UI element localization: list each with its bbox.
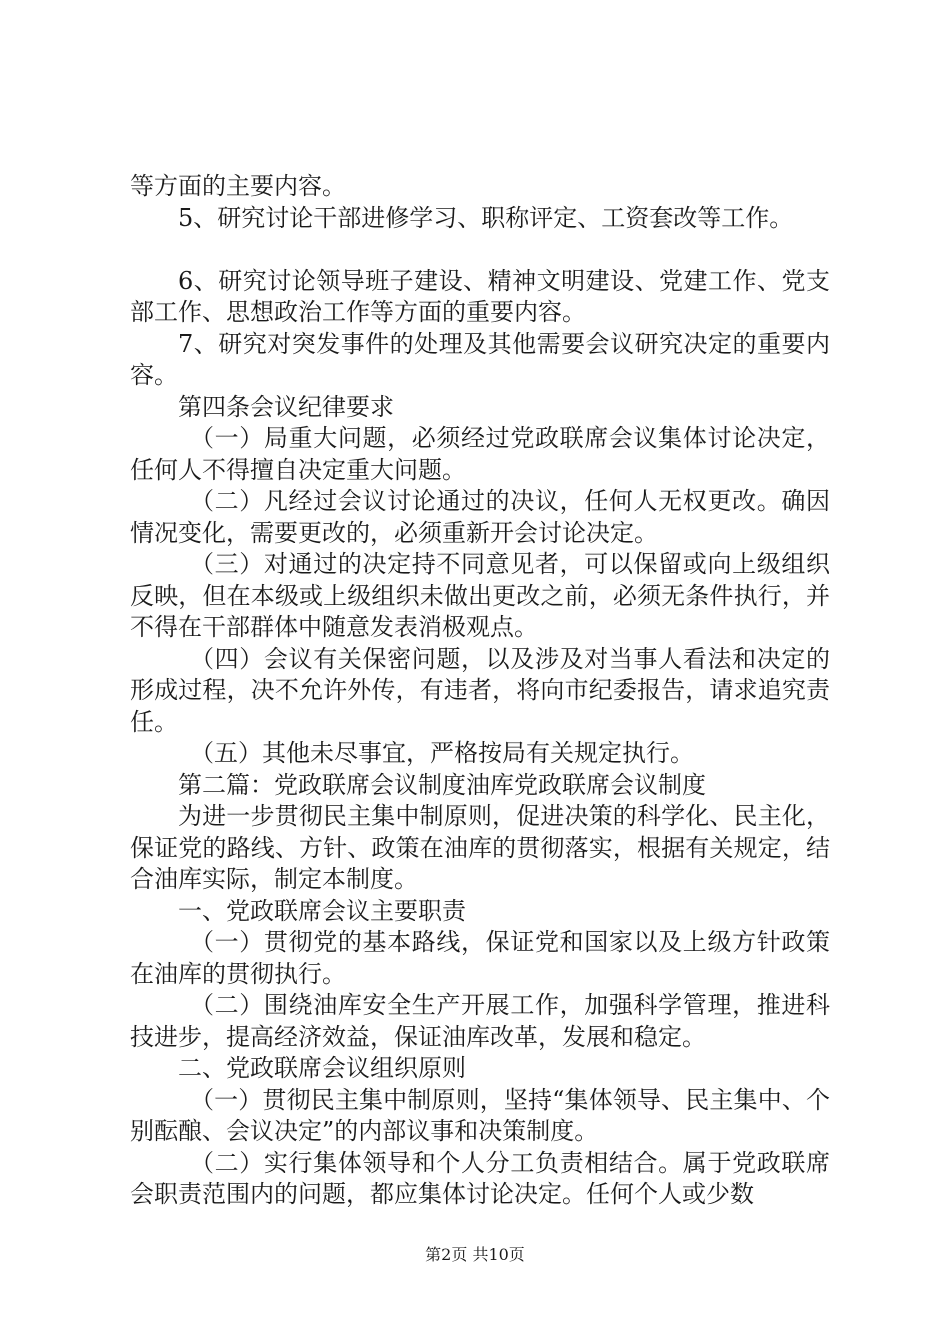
section-heading-principles: 二、党政联席会议组织原则 xyxy=(178,1054,466,1082)
document-body xyxy=(130,171,830,1211)
paragraph-3: 6、研究讨论领导班子建设、精神文明建设、党建工作、党支部工作、思想政治工作等方面的重要内容。 xyxy=(130,266,830,326)
page-footer xyxy=(0,1242,950,1265)
page-number: 第2页 共10页 xyxy=(425,1245,525,1264)
paragraph-4: 7、研究对突发事件的处理及其他需要会议研究决定的重要内容。 xyxy=(130,329,830,389)
paragraph-9: （五）其他未尽事宜，严格按局有关规定执行。 xyxy=(190,739,694,767)
paragraph-6: （二）凡经过会议讨论通过的决议，任何人无权更改。确因情况变化，需要更改的，必须重新开会讨论决定。 xyxy=(130,487,830,547)
paragraph-7: （三）对通过的决定持不同意见者，可以保留或向上级组织反映，但在本级或上级组织未做出更改之前，必须无条件执行，并不得在干部群体中随意发表消极观点。 xyxy=(130,550,830,641)
section-heading-duties: 一、党政联席会议主要职责 xyxy=(178,896,466,925)
paragraph-1: 等方面的主要内容。 xyxy=(130,172,346,200)
paragraph-2: 5、研究讨论干部进修学习、职称评定、工资套改等工作。 xyxy=(178,203,794,232)
paragraph-10: 为进一步贯彻民主集中制原则，促进决策的科学化、民主化，保证党的路线、方针、政策在油库的贯彻落实，根据有关规定，结合油库实际，制定本制度。 xyxy=(130,802,830,893)
paragraph-14: （二）实行集体领导和个人分工负责相结合。属于党政联席会职责范围内的问题，都应集体讨论决定。任何个人或少数 xyxy=(130,1148,830,1208)
paragraph-11: （一）贯彻党的基本路线，保证党和国家以及上级方针政策在油库的贯彻执行。 xyxy=(130,928,830,988)
section-heading-article-4: 第四条会议纪律要求 xyxy=(178,392,394,421)
paragraph-8: （四）会议有关保密问题，以及涉及对当事人看法和决定的形成过程，决不允许外传，有违者，将向市纪委报告，请求追究责任。 xyxy=(130,644,830,736)
paragraph-12: （二）围绕油库安全生产开展工作，加强科学管理，推进科技进步，提高经济效益，保证油库改革，发展和稳定。 xyxy=(130,991,830,1051)
paragraph-13: （一）贯彻民主集中制原则，坚持“集体领导、民主集中、个别酝酿、会议决定”的内部议事和决策制度。 xyxy=(130,1085,830,1145)
chapter-heading-part-2: 第二篇：党政联席会议制度油库党政联席会议制度 xyxy=(178,770,706,799)
paragraph-5: （一）局重大问题，必须经过党政联席会议集体讨论决定，任何人不得擅自决定重大问题。 xyxy=(130,424,830,484)
blank-line xyxy=(130,234,830,266)
